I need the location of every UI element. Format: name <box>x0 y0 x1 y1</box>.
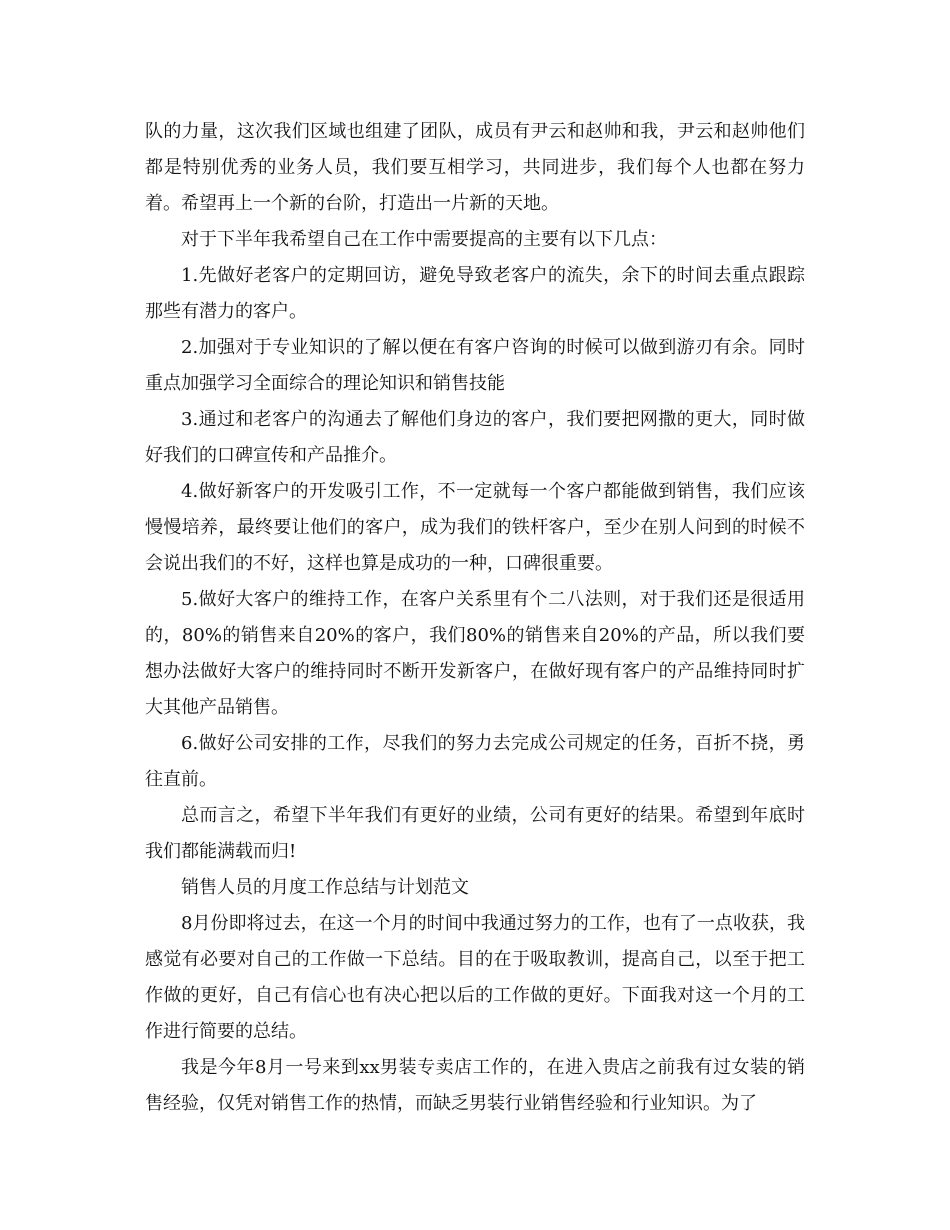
paragraph-background: 我是今年8月一号来到xx男装专卖店工作的，在进入贵店之前我有过女装的销售经验，仅凭对销售工作的热情，而缺乏男装行业销售经验和行业知识。为了 <box>145 1057 805 1114</box>
paragraph-conclusion: 总而言之，希望下半年我们有更好的业绩，公司有更好的结果。希望到年底时我们都能满载而归! <box>145 805 805 862</box>
section-title: 销售人员的月度工作总结与计划范文 <box>181 877 469 898</box>
document-page <box>145 114 805 1122</box>
list-item-2: 2.加强对于专业知识的了解以便在有客户咨询的时候可以做到游刃有余。同时重点加强学习全面综合的理论知识和销售技能 <box>145 337 805 394</box>
paragraph-intro-improvements: 对于下半年我希望自己在工作中需要提高的主要有以下几点： <box>181 229 667 250</box>
paragraph-august-summary: 8月份即将过去，在这一个月的时间中我通过努力的工作，也有了一点收获，我感觉有必要对自己的工作做一下总结。目的在于吸取教训，提高自己，以至于把工作做的更好，自己有信心也有决心把以后的工作做的更好。下面我对这一个月的工作进行简要的总结。 <box>145 913 805 1042</box>
paragraph-continuation: 队的力量，这次我们区域也组建了团队，成员有尹云和赵帅和我，尹云和赵帅他们都是特别优秀的业务人员，我们要互相学习，共同进步，我们每个人也都在努力着。希望再上一个新的台阶，打造出一片新的天地。 <box>145 121 805 214</box>
list-item-6: 6.做好公司安排的工作，尽我们的努力去完成公司规定的任务，百折不挠，勇往直前。 <box>145 733 805 790</box>
list-item-3: 3.通过和老客户的沟通去了解他们身边的客户，我们要把网撒的更大，同时做好我们的口碑宣传和产品推介。 <box>145 409 805 466</box>
list-item-5: 5.做好大客户的维持工作，在客户关系里有个二八法则，对于我们还是很适用的，80%的销售来自20%的客户，我们80%的销售来自20%的产品，所以我们要想办法做好大客户的维持同时不断开发新客户，在做好现有客户的产品维持同时扩大其他产品销售。 <box>145 589 805 718</box>
list-item-1: 1.先做好老客户的定期回访，避免导致老客户的流失，余下的时间去重点跟踪那些有潜力的客户。 <box>145 265 805 322</box>
list-item-4: 4.做好新客户的开发吸引工作，不一定就每一个客户都能做到销售，我们应该慢慢培养，最终要让他们的客户，成为我们的铁杆客户，至少在别人问到的时候不会说出我们的不好，这样也算是成功的一种，口碑很重要。 <box>145 481 805 574</box>
